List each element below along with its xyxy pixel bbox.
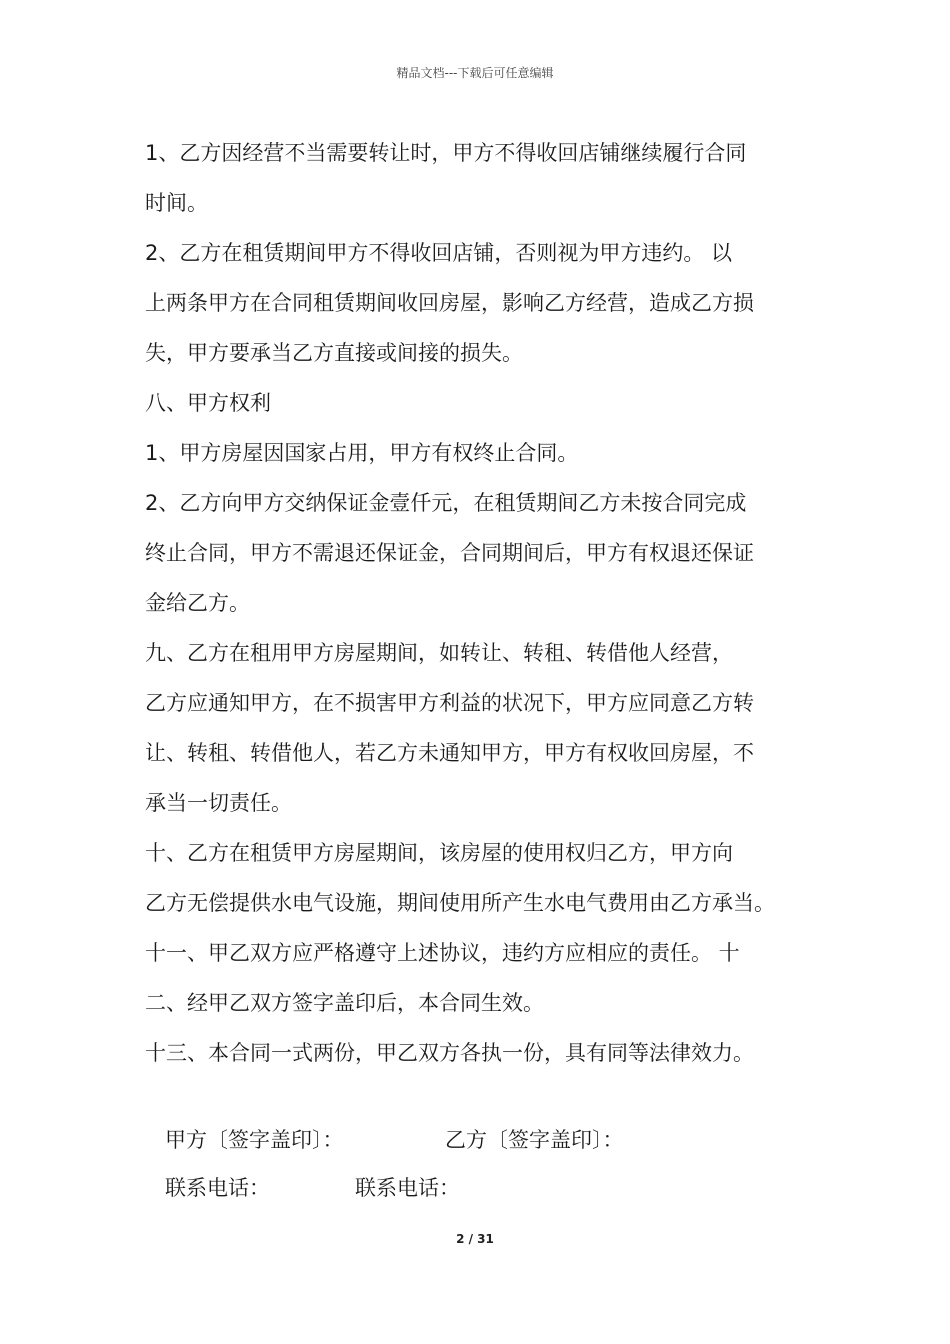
- paragraph-line: 上两条甲方在合同租赁期间收回房屋，影响乙方经营，造成乙方损: [145, 291, 754, 315]
- document-body: [145, 128, 815, 1212]
- paragraph-line: 十三、本合同一式两份，甲乙双方各执一份，具有同等法律效力。: [145, 1041, 754, 1065]
- party-a-phone-label: 联系电话：: [165, 1176, 270, 1200]
- paragraph-line: 时间。: [145, 191, 208, 215]
- paragraph-line: 十、乙方在租赁甲方房屋期间，该房屋的使用权归乙方，甲方向: [145, 841, 733, 865]
- paragraph-line: 1、乙方因经营不当需要转让时，甲方不得收回店铺继续履行合同: [145, 141, 747, 165]
- paragraph-line: 终止合同，甲方不需退还保证金，合同期间后，甲方有权退还保证: [145, 541, 754, 565]
- paragraph-line: 九、乙方在租用甲方房屋期间，如转让、转租、转借他人经营，: [145, 641, 733, 665]
- party-a-signature-label: 甲方〔签字盖印〕：: [165, 1128, 344, 1152]
- spacer: [145, 1078, 815, 1116]
- party-b-signature-label: 乙方〔签字盖印〕：: [445, 1128, 624, 1152]
- signature-row: [145, 1116, 815, 1164]
- party-b-phone-label: 联系电话：: [355, 1176, 460, 1200]
- page-number: 2 / 31: [456, 1232, 494, 1246]
- paragraph-line: 二、经甲乙双方签字盖印后，本合同生效。: [145, 991, 544, 1015]
- paragraph-line: 1、甲方房屋因国家占用，甲方有权终止合同。: [145, 441, 579, 465]
- paragraph-line: 承当一切责任。: [145, 791, 292, 815]
- section-heading: 八、甲方权利: [145, 391, 271, 415]
- paragraph-line: 让、转租、转借他人，若乙方未通知甲方，甲方有权收回房屋，不: [145, 741, 754, 765]
- paragraph-line: 乙方应通知甲方，在不损害甲方利益的状况下，甲方应同意乙方转: [145, 691, 754, 715]
- paragraph-line: 金给乙方。: [145, 591, 250, 615]
- page-header: 精品文档---下载后可任意编辑: [396, 66, 554, 80]
- paragraph-line: 乙方无偿提供水电气设施，期间使用所产生水电气费用由乙方承当。: [145, 891, 775, 915]
- paragraph-line: 2、乙方向甲方交纳保证金壹仟元，在租赁期间乙方未按合同完成: [145, 491, 747, 515]
- paragraph-line: 2、乙方在租赁期间甲方不得收回店铺，否则视为甲方违约。 以: [145, 241, 733, 265]
- paragraph-line: 十一、甲乙双方应严格遵守上述协议，违约方应相应的责任。 十: [145, 941, 740, 965]
- paragraph-line: 失，甲方要承当乙方直接或间接的损失。: [145, 341, 523, 365]
- phone-row: [145, 1164, 815, 1212]
